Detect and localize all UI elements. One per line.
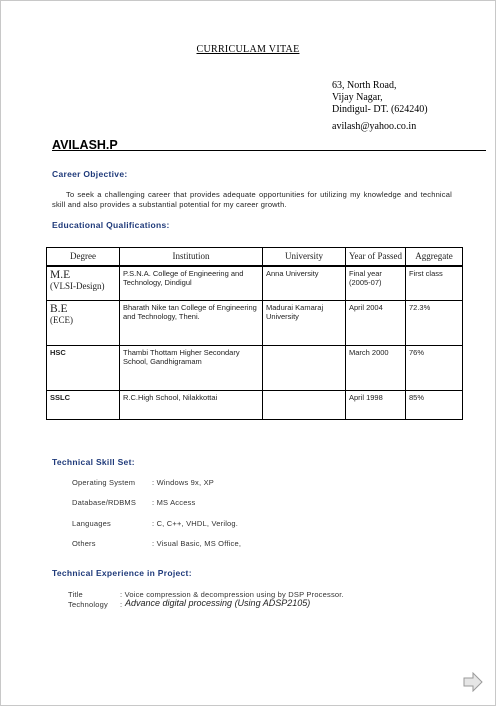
institution-cell: R.C.High School, Nilakkottai (120, 390, 263, 419)
table-row (47, 266, 463, 300)
address-line-2: Vijay Nagar, (332, 92, 383, 103)
university-cell: Anna University (263, 266, 346, 300)
column-header: Degree (47, 248, 120, 267)
table-row (47, 390, 463, 419)
education-header-row (47, 248, 463, 267)
skill-value: : Windows 9x, XP (152, 478, 214, 487)
email-address: avilash@yahoo.co.in (332, 121, 417, 132)
year-cell: April 1998 (346, 390, 406, 419)
university-cell (263, 345, 346, 390)
document-title: CURRICULAM VITAE (196, 44, 300, 55)
skill-key: Database/RDBMS (72, 498, 137, 507)
table-row (47, 345, 463, 390)
education-heading: Educational Qualifications: (52, 220, 170, 230)
next-arrow-icon[interactable] (462, 672, 484, 692)
degree-cell (47, 390, 120, 419)
career-objective-body: To seek a challenging career that provides adequate opportunities for utilizing my knowledge and technical skill and also provides a substantial potential for my career growth. (52, 190, 452, 209)
institution-cell: Bharath Nike tan College of Engineering and Technology, Theni. (120, 300, 263, 345)
career-objective-heading: Career Objective: (52, 169, 128, 179)
degree-name: B.E (50, 302, 68, 315)
project-technology-value: Advance digital processing (Using ADSP2105) (125, 598, 311, 608)
education-table (46, 247, 463, 420)
project-technology-label: Technology (68, 600, 108, 609)
skill-value: : C, C++, VHDL, Verilog. (152, 519, 239, 528)
degree-cell (47, 266, 120, 300)
project-title-label: Title (68, 590, 83, 599)
aggregate-cell: 76% (406, 345, 463, 390)
aggregate-cell: First class (406, 266, 463, 300)
year-cell: April 2004 (346, 300, 406, 345)
degree-specialization: (VLSI-Design) (50, 281, 105, 291)
aggregate-cell: 85% (406, 390, 463, 419)
skill-value: : Visual Basic, MS Office, (152, 539, 242, 548)
institution-cell: P.S.N.A. College of Engineering and Technology, Dindigul (120, 266, 263, 300)
project-heading: Technical Experience in Project: (52, 568, 192, 578)
project-technology-separator: : (120, 600, 123, 609)
candidate-name: AVILASH.P (52, 138, 118, 152)
degree-name: SSLC (50, 392, 71, 402)
institution-cell: Thambi Thottam Higher Secondary School, Gandhigramam (120, 345, 263, 390)
career-objective-text (52, 190, 452, 210)
university-cell: Madurai Kamaraj University (263, 300, 346, 345)
address-line-1: 63, North Road, (332, 80, 397, 91)
table-row (47, 300, 463, 345)
skill-key: Operating System (72, 478, 136, 487)
year-cell: Final year (2005-07) (346, 266, 406, 300)
aggregate-cell: 72.3% (406, 300, 463, 345)
university-cell (263, 390, 346, 419)
skill-value: : MS Access (152, 498, 196, 507)
column-header: Aggregate (406, 248, 463, 267)
degree-cell (47, 345, 120, 390)
year-cell: March 2000 (346, 345, 406, 390)
degree-name: M.E (50, 269, 71, 281)
skill-key: Others (72, 539, 96, 548)
column-header: Institution (120, 248, 263, 267)
address-line-3: Dindigul- DT. (624240) (332, 104, 428, 115)
skills-heading: Technical Skill Set: (52, 457, 135, 467)
degree-cell (47, 300, 120, 345)
name-divider (52, 150, 486, 151)
column-header: Year of Passed (346, 248, 406, 267)
skill-key: Languages (72, 519, 111, 528)
column-header: University (263, 248, 346, 267)
project-title-value: : Voice compression & decompression using by DSP Processor. (120, 590, 344, 599)
degree-name: HSC (50, 347, 66, 357)
degree-specialization: (ECE) (50, 314, 73, 325)
